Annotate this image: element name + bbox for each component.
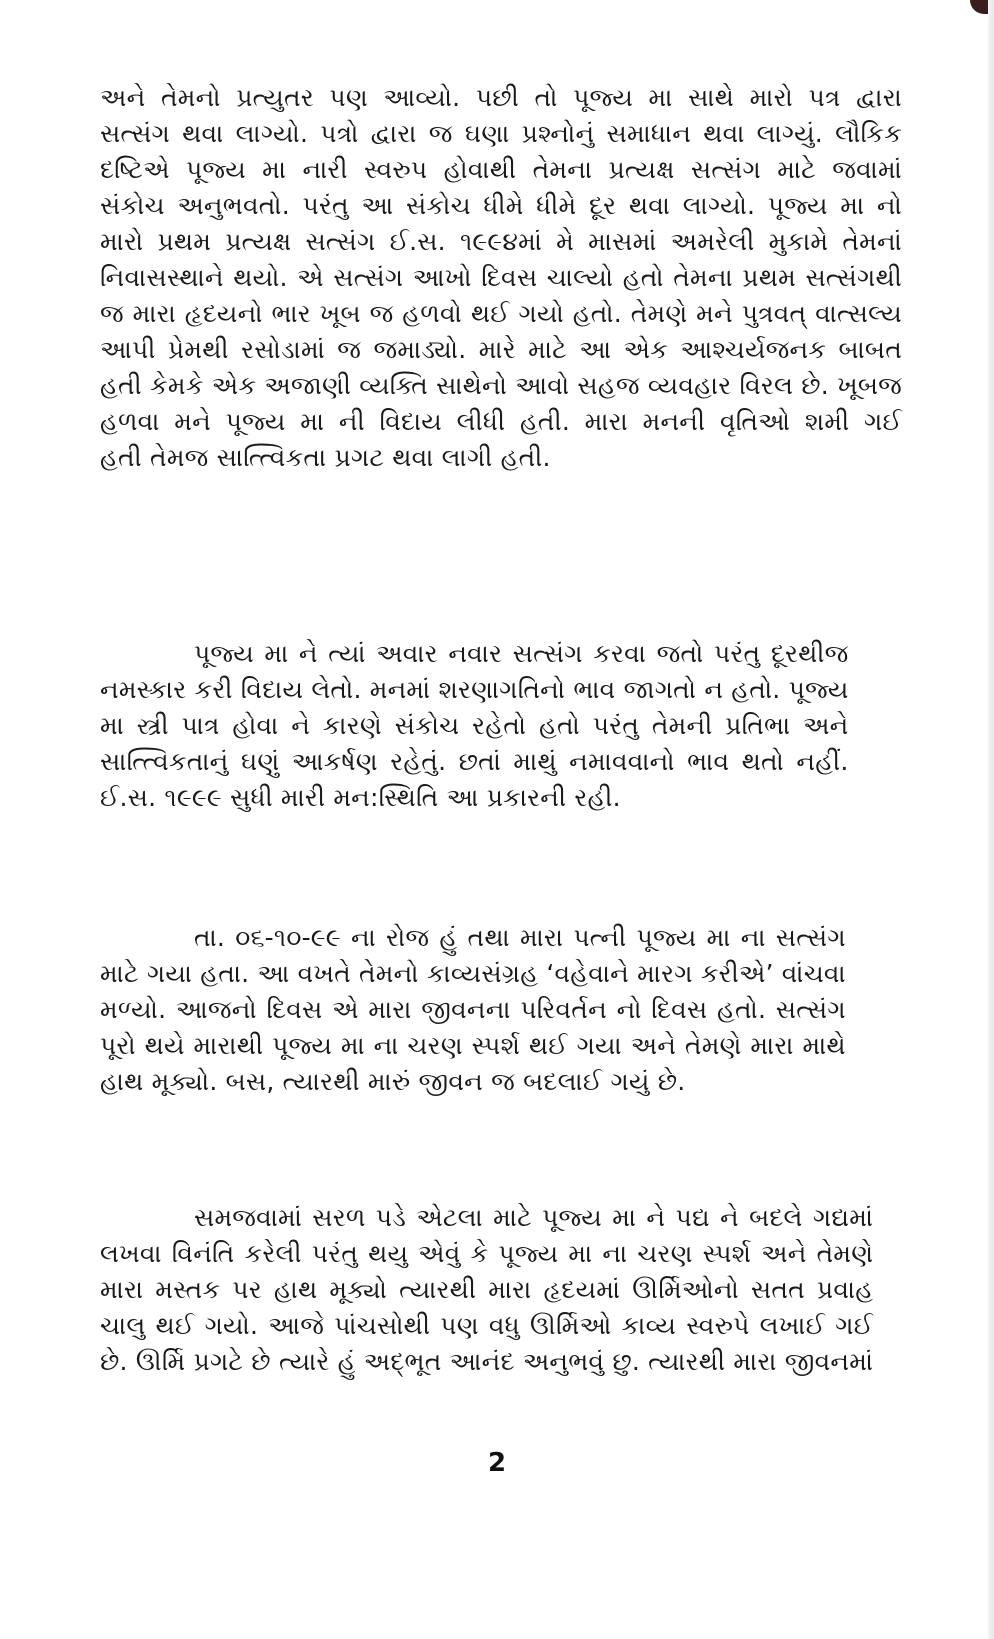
text-line: સમજવામાં સરળ પડે એટલા માટે પૂજ્ય મા ને પદ્ય ને બદલે ગદ્યમાં <box>194 1203 874 1232</box>
text-line: પૂજ્ય મા ને ત્યાં અવાર નવાર સત્સંગ કરવા જતો પરંતુ દૂરથીજ <box>194 639 849 668</box>
text-line: હાથ મૂક્યો. બસ, ત્યારથી મારું જીવન જ બદલાઈ ગયું છે. <box>100 1067 686 1096</box>
paragraph-2 <box>100 636 849 816</box>
page-number: 2 <box>487 1448 507 1478</box>
text-line: માટે ગયા હતા. આ વખતે તેમનો કાવ્યસંગ્રહ ‘વહેવાને મારગ કરીએ’ વાંચવા <box>100 959 846 988</box>
text-line: મળ્યો. આજનો દિવસ એ મારા જીવનના પરિવર્તન નો દિવસ હતો. સત્સંગ <box>100 995 846 1024</box>
text-line: તા. ૦૬-૧૦-૯૯ ના રોજ હું તથા મારા પત્ની પૂજ્ય મા ના સત્સંગ <box>194 923 846 952</box>
paragraph-3 <box>100 920 846 1100</box>
text-line: ઈ.સ. ૧૯૯૯ સુધી મારી મન:સ્થિતિ આ પ્રકારની રહી. <box>100 783 621 812</box>
text-line: દષ્ટિએ પૂજ્ય મા નારી સ્વરુપ હોવાથી તેમના પ્રત્યક્ષ સત્સંગ માટે જવામાં <box>100 155 902 184</box>
text-line: આપી પ્રેમથી રસોડામાં જ જમાડ્યો. મારે માટે આ એક આશ્ચર્યજનક બાબત <box>100 335 902 364</box>
text-line: સાત્ત્વિકતાનું ઘણું આકર્ષણ રહેતું. છતાં માથું નમાવવાનો ભાવ થતો નહીં. <box>100 747 849 776</box>
text-line: લખવા વિનંતિ કરેલી પરંતુ થયુ એવું કે પૂજ્ય મા ના ચરણ સ્પર્શ અને તેમણે <box>100 1239 874 1268</box>
text-line: સંકોચ અનુભવતો. પરંતુ આ સંકોચ ધીમે ધીમે દૂર થવા લાગ્યો. પૂજ્ય મા નો <box>100 191 902 220</box>
paragraph-1 <box>100 80 902 476</box>
text-line: હળવા મને પૂજ્ય મા ની વિદાય લીધી હતી. મારા મનની વૃતિઓ શમી ગઈ <box>100 407 902 436</box>
paragraph-4 <box>100 1200 873 1380</box>
text-line: મા સ્ત્રી પાત્ર હોવા ને કારણે સંકોચ રહેતો હતો પરંતુ તેમની પ્રતિભા અને <box>100 711 849 740</box>
text-line: હતી તેમજ સાત્ત્વિકતા પ્રગટ થવા લાગી હતી. <box>100 443 551 472</box>
text-line: ચાલુ થઈ ગયો. આજે પાંચસોથી પણ વધુ ઊર્મિઓ કાવ્ય સ્વરુપે લખાઈ ગઈ <box>100 1311 874 1340</box>
text-line: નિવાસસ્થાને થયો. એ સત્સંગ આખો દિવસ ચાલ્યો હતો તેમના પ્રથમ સત્સંગથી <box>100 263 902 292</box>
text-line: છે. ઊર્મિ પ્રગટે છે ત્યારે હું અદ્ભૂત આનંદ અનુભવું છુ. ત્યારથી મારા જીવનમાં <box>100 1347 874 1376</box>
text-line: હતી કેમકે એક અજાણી વ્યક્તિ સાથેનો આવો સહજ વ્યવહાર વિરલ છે. ખૂબજ <box>100 371 902 400</box>
text-line: જ મારા હૃદયનો ભાર ખૂબ જ હળવો થઈ ગયો હતો. તેમણે મને પુત્રવત્ વાત્સલ્ય <box>100 299 902 328</box>
text-line: સત્સંગ થવા લાગ્યો. પત્રો દ્વારા જ ઘણા પ્રશ્નોનું સમાધાન થવા લાગ્યું. લૌકિક <box>100 119 902 148</box>
page-edge <box>988 0 994 1639</box>
text-line: મારો પ્રથમ પ્રત્યક્ષ સત્સંગ ઈ.સ. ૧૯૯૪માં મે માસમાં અમરેલી મુકામે તેમનાં <box>100 227 902 256</box>
text-line: પૂરો થયે મારાથી પૂજ્ય મા ના ચરણ સ્પર્શ થઈ ગયા અને તેમણે મારા માથે <box>100 1031 846 1060</box>
text-line: નમસ્કાર કરી વિદાય લેતો. મનમાં શરણાગતિનો ભાવ જાગતો ન હતો. પૂજ્ય <box>100 675 849 704</box>
text-line: અને તેમનો પ્રત્યુતર પણ આવ્યો. પછી તો પૂજ્ય મા સાથે મારો પત્ર દ્વારા <box>100 83 902 112</box>
text-line: મારા મસ્તક પર હાથ મૂક્યો ત્યારથી મારા હૃદયમાં ઊર્મિઓનો સતત પ્રવાહ <box>100 1275 874 1304</box>
